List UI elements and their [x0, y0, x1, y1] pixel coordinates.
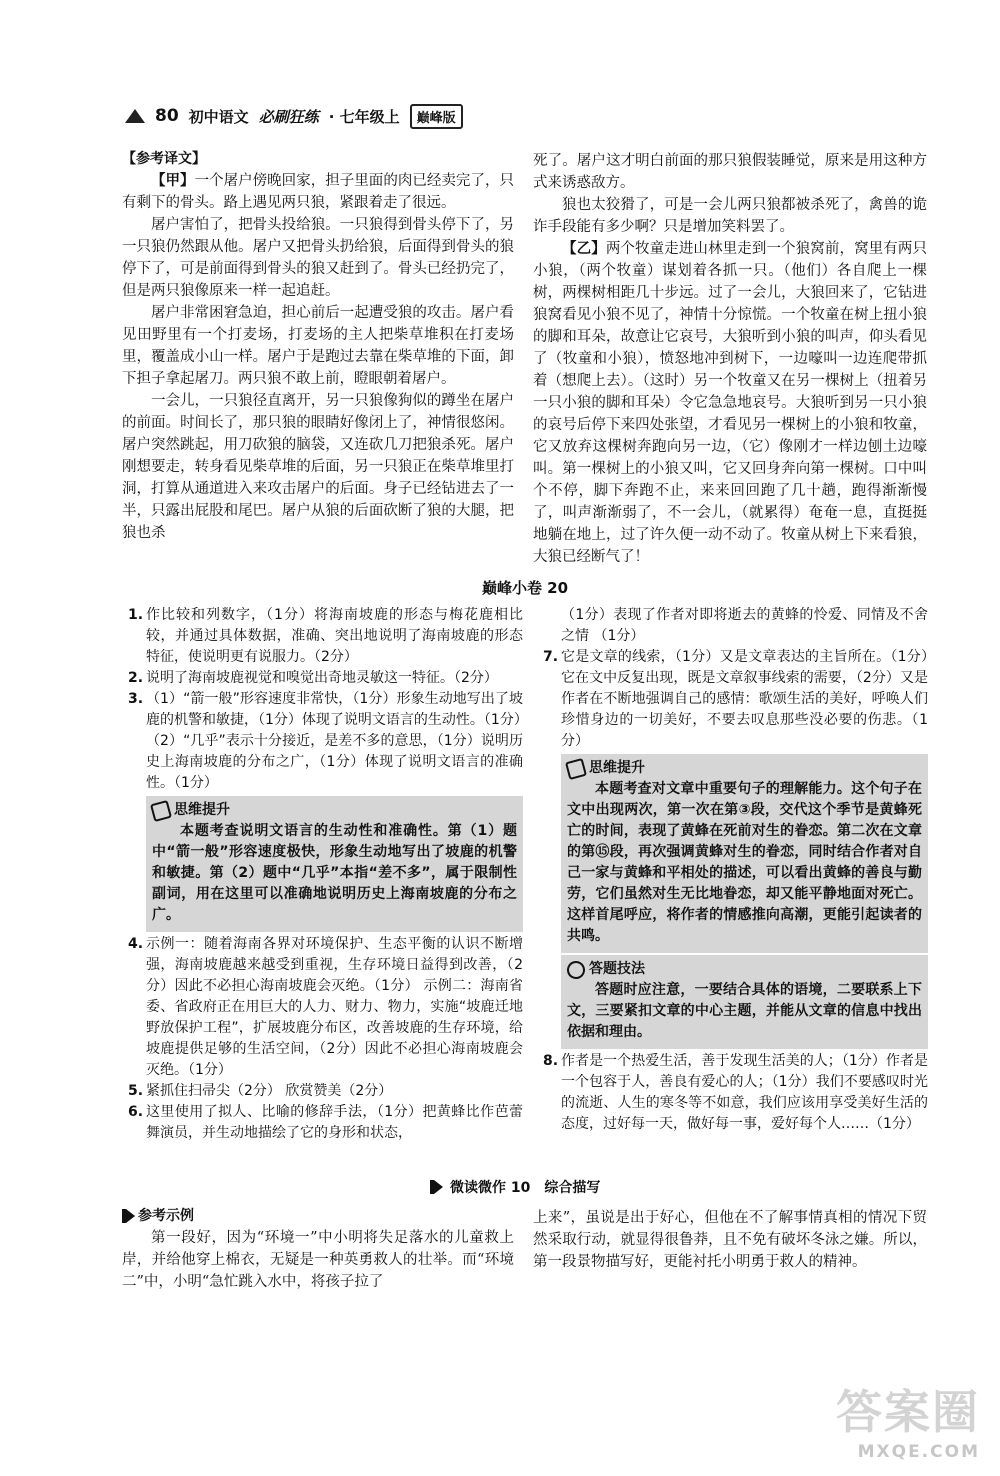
quiz-right-column: [543, 605, 928, 1135]
jia-label: 【甲】: [151, 172, 195, 189]
translation-paragraph: 一会儿，一只狼径直离开，另一只狼像狗似的蹲坐在屠户的前面。时间长了，那只狼的眼睛好像闭上了，神情很悠闲。屠户突然跳起，用刀砍狼的脑袋，又连砍几刀把狼杀死。屠户刚想要走，转身看见柴草堆的后面，另一只狼正在柴草堆里打洞，打算从通道进入来攻击屠户的后面。身子已经钻进去了一半，只露出屁股和尾巴。屠户从狼的后面砍断了狼的大腿，把狼也杀: [122, 393, 514, 541]
page-header: [125, 100, 463, 132]
thinking-box: [561, 754, 928, 953]
translation-continuation: 死了。屠户这才明白前面的那只狼假装睡觉，原来是用这种方式来诱惑敌方。: [533, 153, 927, 191]
answer-continuation: （1分）表现了作者对即将逝去的黄蜂的怜爱、同情及不舍之情 （1分）: [561, 607, 928, 644]
jia-first-paragraph: 一个屠户傍晚回家，担子里面的肉已经卖完了，只有剩下的骨头。路上遇见两只狼，紧跟着走了很远。: [122, 173, 514, 211]
watermark-logo-text: 答案圈: [836, 1385, 980, 1439]
thinking-box-body: 本题考查对文章中重要句子的理解能力。这个句子在文中出现两次，第一次在第③段，交代这个季节是黄蜂死亡的时间，表现了黄蜂在死前对生的眷恋。第二次在文章的第⑮段，再次强调黄蜂对生的眷恋，同时结合作者对自己一家与黄蜂和平相处的描述，可以看出黄蜂的善良与勤劳，它们虽然对生无比地眷恋，却又能平静地面对死亡。这样首尾呼应，将作者的情感推向高潮，更能引起读者的共鸣。: [567, 781, 922, 944]
answer-item: 3. （1）“箭一般”形容速度非常快，（1分）形象生动地写出了坡鹿的机警和敏捷，（1分）体现了说明文语言的生动性。（1分）: [128, 691, 528, 728]
translation-right-column: [533, 150, 927, 568]
weidu-title-bar: [430, 1177, 600, 1197]
grade-label: · 七年级上: [328, 107, 400, 126]
edition-badge: 巅峰版: [410, 104, 463, 129]
quiz-left-column: [128, 605, 528, 1144]
thinking-box-body: 本题考查说明文语言的生动性和准确性。第（1）题中“箭一般”形容速度极快，形象生动地写出了坡鹿的机警和敏捷。第（2）题中“几乎”本指“差不多”，属于限制性副词，用在这里可以准确地说明历史上海南坡鹿的分布之广。: [152, 823, 517, 923]
book-title: 初中语文: [188, 107, 249, 126]
page-number: 80: [155, 106, 179, 126]
translation-heading: 【参考译文】: [122, 151, 206, 167]
weidu-right-column: [533, 1207, 927, 1273]
key-icon: [565, 958, 587, 980]
answer-item: 1. 作比较和列数字，（1分）将海南坡鹿的形态与梅花鹿相比较，并通过具体数据，准确、突出地说明了海南坡鹿的形态特征，使说明更有说服力。（2分）: [128, 607, 523, 665]
yi-paragraph: 两个牧童走进山林里走到一个狼窝前，窝里有两只小狼，（两个牧童）谋划着各抓一只。（他们）各自爬上一棵树，两棵树相距几十步远。过了一会儿，大狼回来了，它钻进狼窝看见小狼不见了，神情十分惊慌。一个牧童在树上扭小狼的脚和耳朵，故意让它哀号，大狼听到小狼的叫声，仰头看见了（牧童和小狼），愤怒地冲到树下，一边嚎叫一边连爬带抓着（想爬上去）。（这时）另一个牧童又在另一棵树上（扭着另一只小狼的脚和耳朵）令它急急地哀号。大狼听到另一只小狼的哀号后停下来四处张望，才看见另一棵树上的小狼和牧童，它又放弃这棵树奔跑向另一边，（它）像刚才一样边刨土边嚎叫。第一棵树上的小狼又叫，它又回身奔向第一棵树。口中叫个不停，脚下奔跑不止，来来回回跑了几十趟，跑得渐渐慢了，叫声渐渐弱了，不一会儿，（就累得）奄奄一息，直挺挺地躺在地上，过了许久便一动不动了。牧童从树上下来看狼，大狼已经断气了！: [533, 241, 927, 565]
thinking-box-title: 思维提升: [174, 802, 230, 818]
thinking-box-title: 思维提升: [589, 760, 645, 776]
example-continuation: 上来”，虽说是出于好心，但他在不了解事情真相的情况下贸然采取行动，就显得很鲁莽，且不免有破坏冬泳之嫌。所以，第一段景物描写好，更能衬托小明勇于救人的精神。: [533, 1210, 927, 1270]
translation-paragraph: 屠户害怕了，把骨头投给狼。一只狼得到骨头停下了，另一只狼仍然跟从他。屠户又把骨头扔给狼，后面得到骨头的狼停下了，可是前面得到骨头的狼又赶到了。骨头已经扔完了，但是两只狼像原来一样一起追赶。: [122, 217, 514, 299]
book-logo: 必刷狂练: [258, 107, 319, 126]
answer-subitem: （2）“几乎”表示十分接近，是差不多的意思，（1分）说明历史上海南坡鹿的分布之广，（1分）体现了说明文语言的准确性。（1分）: [146, 733, 523, 791]
example-paragraph: 第一段好，因为“环境一”中小明将失足落水的儿童救上岸，并给他穿上棉衣，无疑是一种英勇救人的壮举。而“环境二”中，小明“急忙跳入水中，将孩子拉了: [122, 1230, 514, 1290]
translation-left-column: [122, 148, 514, 544]
quiz-title: 巅峰小卷 20: [481, 579, 569, 597]
technique-box-title: 答题技法: [589, 961, 645, 977]
translation-paragraph: 屠户非常困窘急迫，担心前后一起遭受狼的攻击。屠户看见田野里有一个打麦场，打麦场的主人把柴草堆积在打麦场里，覆盖成小山一样。屠户于是跑过去靠在柴草堆的下面，卸下担子拿起屠刀。两只狼不敢上前，瞪眼朝着屠户。: [122, 305, 514, 387]
answer-item: 5. 紧抓住扫帚尖（2分） 欣赏赞美（2分）: [128, 1083, 393, 1099]
yi-label: 【乙】: [562, 240, 606, 257]
answer-item: 4. 示例一：随着海南各界对环境保护、生态平衡的认识不断增强，海南坡鹿越来越受到重视，生存环境日益得到改善，（2分）因此不必担心海南坡鹿会灭绝。（1分） 示例二：海南省委、省政府正在用巨大的人力、财力、物力，实施“坡鹿迁地野放保护工程”，扩展坡鹿分布区，改善坡鹿的生存环境，给坡鹿提供足够的生活空间，（2分）因此不必担心海南坡鹿会灭绝。（1分）: [128, 936, 523, 1078]
watermark-url: MXQE.COM: [857, 1442, 980, 1462]
translation-paragraph: 狼也太狡猾了，可是一会儿两只狼都被杀死了，禽兽的诡诈手段能有多少啊？只是增加笑料罢了。: [533, 197, 927, 235]
answer-item: 8. 作者是一个热爱生活，善于发现生活美的人；（1分）作者是一个包容于人，善良有爱心的人；（1分）我们不要感叹时光的流逝、人生的寒冬等不如意，我们应该用享受美好生活的态度，过好每一天，做好每一事，爱好每个人……（1分）: [543, 1053, 928, 1132]
answer-item: 7. 它是文章的线索，（1分）又是文章表达的主旨所在。（1分）它在文中反复出现，既是文章叙事线索的需要，（2分）又是作者在不断地强调自己的感情：歌颂生活的美好，呼唤人们珍惜身边的一切美好，不要去叹息那些没必要的伤悲。（1分）: [543, 649, 928, 749]
answer-item: 6. 这里使用了拟人、比喻的修辞手法，（1分）把黄蜂比作芭蕾舞演员，并生动地描绘了它的身形和状态，: [128, 1104, 523, 1141]
flag-icon: [122, 1209, 126, 1223]
hand-pointer-icon: [150, 799, 172, 821]
technique-box-body: 答题时应注意，一要结合具体的语境，二要联系上下文，三要紧扣文章的中心主题，并能从文章的信息中找出依据和理由。: [567, 982, 922, 1040]
hand-pointer-icon: [565, 757, 587, 779]
watermark: [836, 1376, 980, 1462]
weidu-title: 微读微作 10 综合描写: [450, 1180, 601, 1196]
page-arrow-icon: [125, 109, 145, 123]
weidu-left-column: [122, 1205, 514, 1293]
example-heading: 参考示例: [138, 1208, 194, 1224]
answer-item: 2. 说明了海南坡鹿视觉和嗅觉出奇地灵敏这一特征。（2分）: [128, 670, 498, 686]
flag-icon: [430, 1180, 434, 1194]
technique-box: [561, 955, 928, 1049]
thinking-box: [146, 796, 523, 932]
